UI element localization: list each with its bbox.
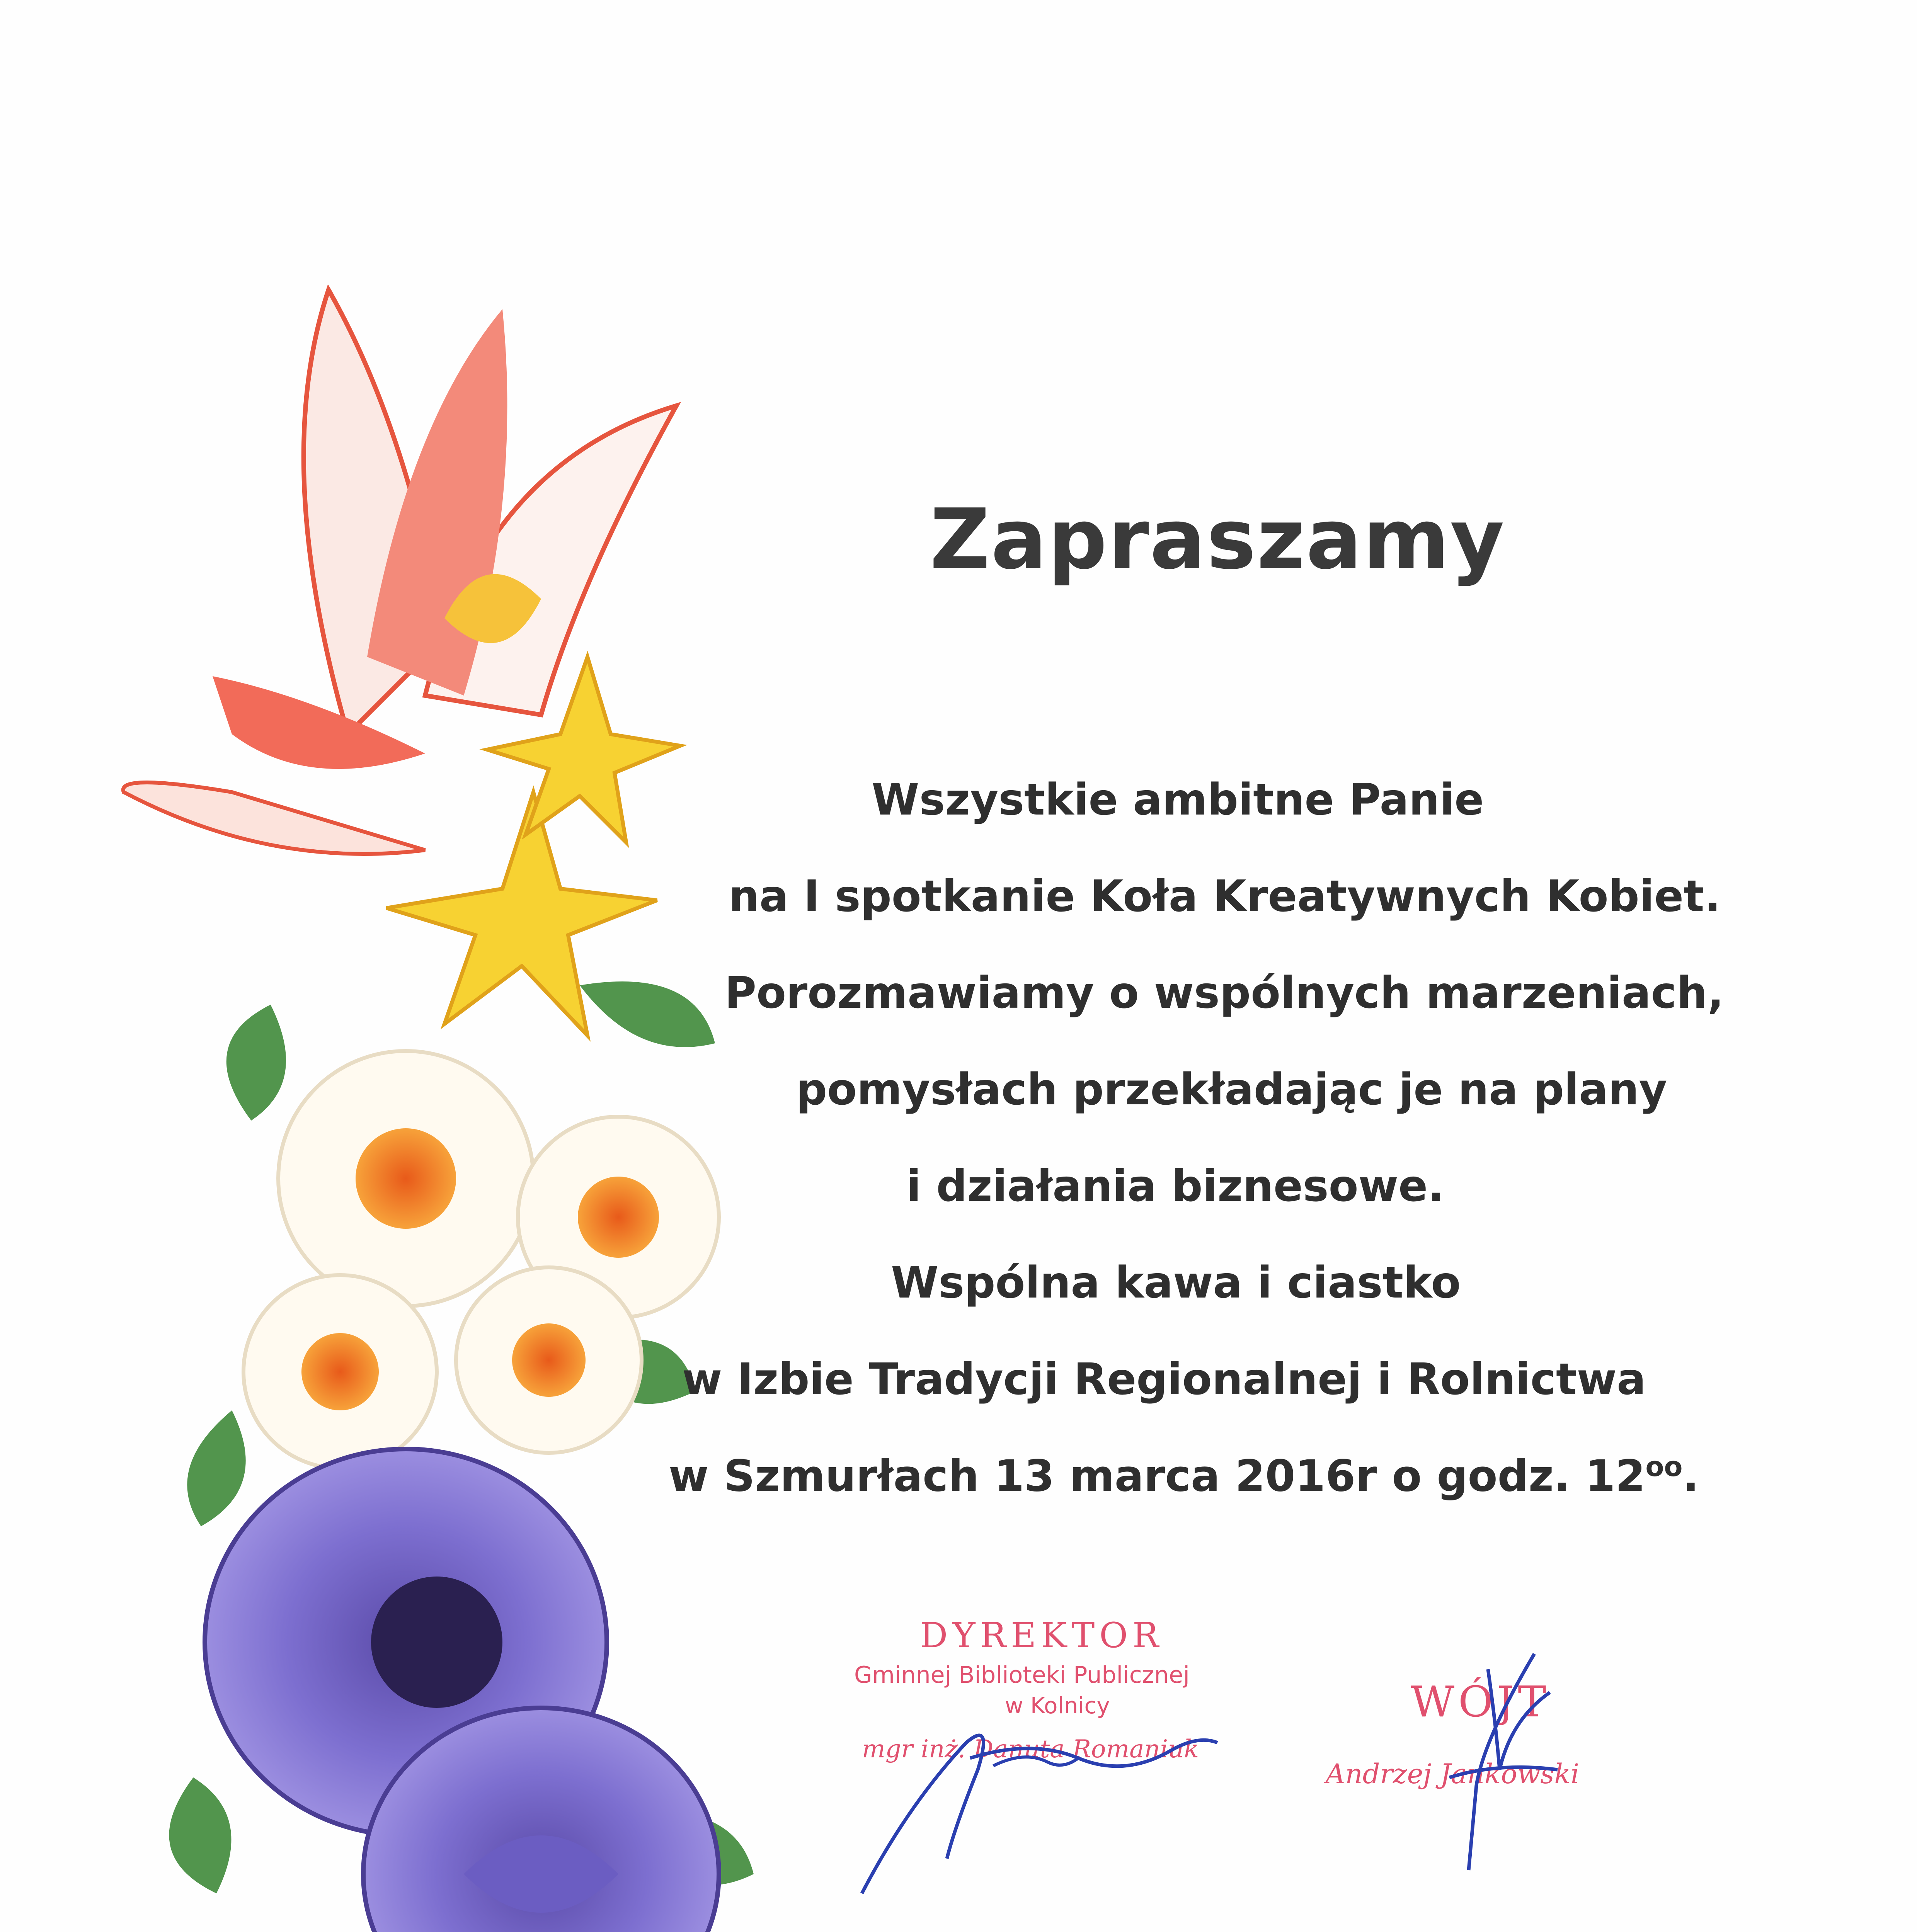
event-time-line: w Szmurłach 13 marca 2016r o godz. 12 [669, 1451, 1646, 1502]
director-signature [831, 1642, 1256, 1913]
body-line-3: Porozmawiamy o wspólnych marzeniach, [725, 968, 1724, 1018]
mayor-stamp-name: Andrzej Jankowski [1326, 1758, 1580, 1790]
director-stamp-name: mgr inż. Danuta Romaniuk [862, 1735, 1199, 1764]
time-superscript: oo [1645, 1451, 1683, 1483]
purple-anemone [205, 1449, 719, 1932]
mayor-signature [1372, 1623, 1643, 1893]
body-line-7: w Izbie Tradycji Regionalnej i Rolnictwa [682, 1354, 1646, 1405]
director-stamp-title: DYREKTOR [920, 1615, 1163, 1656]
body-line-5: i działania biznesowe. [906, 1161, 1444, 1211]
mayor-stamp-title: WÓJT [1411, 1677, 1550, 1726]
page-title: Zapraszamy [930, 491, 1505, 588]
narcissus-group [243, 1051, 719, 1468]
director-stamp-line1: Gminnej Biblioteki Publicznej [854, 1662, 1190, 1689]
time-suffix: . [1682, 1451, 1699, 1502]
director-stamp-line2: w Kolnicy [1005, 1692, 1110, 1719]
body-line-8 [669, 1451, 1699, 1501]
body-line-6: Wspólna kawa i ciastko [891, 1258, 1461, 1308]
body-line-2: na I spotkanie Koła Kreatywnych Kobiet. [729, 871, 1721, 922]
body-line-1: Wszystkie ambitne Panie [872, 775, 1484, 825]
body-line-4: pomysłach przekładając je na plany [796, 1065, 1667, 1115]
